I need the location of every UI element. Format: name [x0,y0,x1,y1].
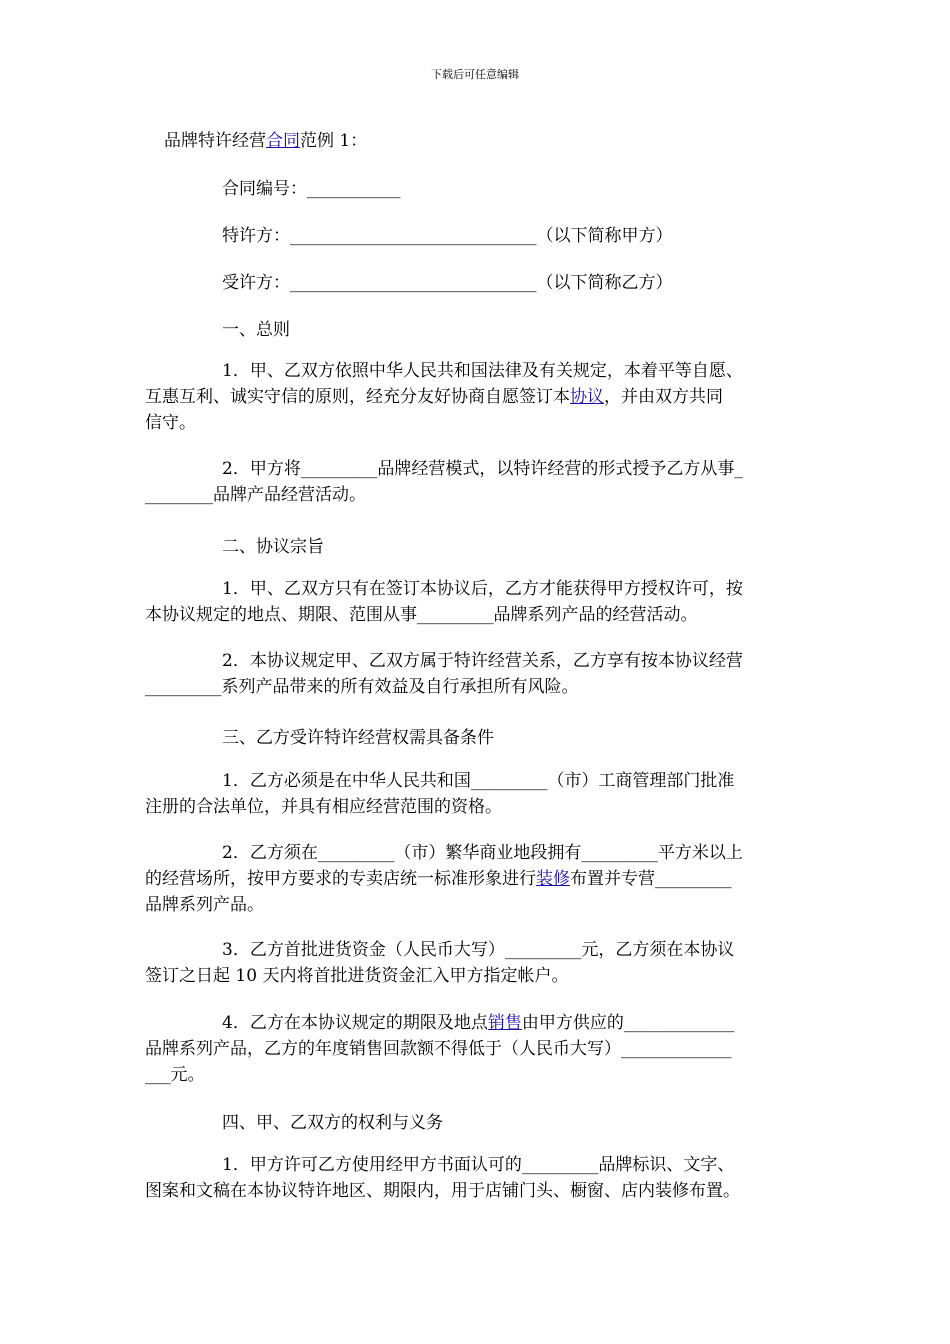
title-text-pre: 品牌特许经营 [164,131,266,151]
paragraph-line: 签订之日起 10 天内将首批进货资金汇入甲方指定帐户。 [145,966,569,986]
paragraph-line: 信守。 [145,413,196,433]
line-text: ，并由双方共同 [604,387,723,407]
sales-link[interactable]: 销售 [487,1013,522,1033]
paragraph-purpose-2 [145,648,807,700]
paragraph-line: 品牌系列产品，乙方的年度销售回款额不得低于（人民币大写）_____________ [145,1039,732,1059]
paragraph-line [145,866,807,892]
paragraph-line: 1．乙方必须是在中华人民共和国_________（市）工商管理部门批准 [222,771,735,791]
section-heading-conditions: 三、乙方受许特许经营权需具备条件 [222,728,494,748]
page-header-note: 下载后可任意编辑 [431,68,519,81]
paragraph-line [145,1010,807,1036]
paragraph-rights-1 [145,1152,807,1204]
line-text: 互惠互利、诚实守信的原则，经充分友好协商自愿签订本 [145,387,570,407]
section-heading-general: 一、总则 [222,320,290,340]
paragraph-line: 1．甲、乙双方依照中华人民共和国法律及有关规定，本着平等自愿、 [222,361,743,381]
paragraph-general-1 [145,358,807,436]
paragraph-line: 3．乙方首批进货资金（人民币大写）_________元，乙方须在本协议 [222,940,735,960]
paragraph-line: 图案和文稿在本协议特许地区、期限内，用于店铺门头、橱窗、店内装修布置。 [145,1181,740,1201]
contract-link[interactable]: 合同 [266,131,300,151]
paragraph-line: ________品牌产品经营活动。 [145,485,366,505]
franchisor-field: 特许方：_____________________________（以下简称甲方） [222,226,673,246]
section-heading-rights: 四、甲、乙双方的权利与义务 [222,1113,443,1133]
paragraph-line: ___元。 [145,1065,205,1085]
document-title [164,126,367,151]
line-text: 的经营场所，按甲方要求的专卖店统一标准形象进行 [145,869,536,889]
franchisee-field: 受许方：_____________________________（以下简称乙方） [222,273,673,293]
line-text: 布置并专营_________ [570,869,732,889]
paragraph-line: 2．乙方须在_________（市）繁华商业地段拥有_________平方米以上 [222,843,743,863]
paragraph-general-2 [145,456,807,508]
paragraph-line: 2．甲方将_________品牌经营模式，以特许经营的形式授予乙方从事_ [222,459,743,479]
paragraph-conditions-4 [145,1010,807,1088]
title-text-post: 范例 1： [300,131,368,151]
paragraph-line: 1．甲方许可乙方使用经甲方书面认可的_________品牌标识、文字、 [222,1155,735,1175]
paragraph-conditions-3 [145,937,807,989]
paragraph-conditions-2 [145,840,807,918]
paragraph-line: 2．本协议规定甲、乙双方属于特许经营关系，乙方享有按本协议经营 [222,651,743,671]
section-heading-purpose: 二、协议宗旨 [222,537,324,557]
paragraph-line: _________系列产品带来的所有效益及自行承担所有风险。 [145,677,579,697]
paragraph-line: 本协议规定的地点、期限、范围从事_________品牌系列产品的经营活动。 [145,605,698,625]
agreement-link[interactable]: 协议 [570,387,604,407]
decoration-link[interactable]: 装修 [536,869,570,889]
paragraph-line: 注册的合法单位，并具有相应经营范围的资格。 [145,797,502,817]
line-text: 4．乙方在本协议规定的期限及地点 [222,1013,488,1033]
paragraph-conditions-1 [145,768,807,820]
paragraph-purpose-1 [145,576,807,628]
paragraph-line: 1．甲、乙双方只有在签订本协议后，乙方才能获得甲方授权许可，按 [222,579,743,599]
paragraph-line [145,384,807,410]
contract-number-field: 合同编号：___________ [222,179,401,199]
paragraph-line: 品牌系列产品。 [145,895,264,915]
line-text: 由甲方供应的_____________ [521,1013,735,1033]
